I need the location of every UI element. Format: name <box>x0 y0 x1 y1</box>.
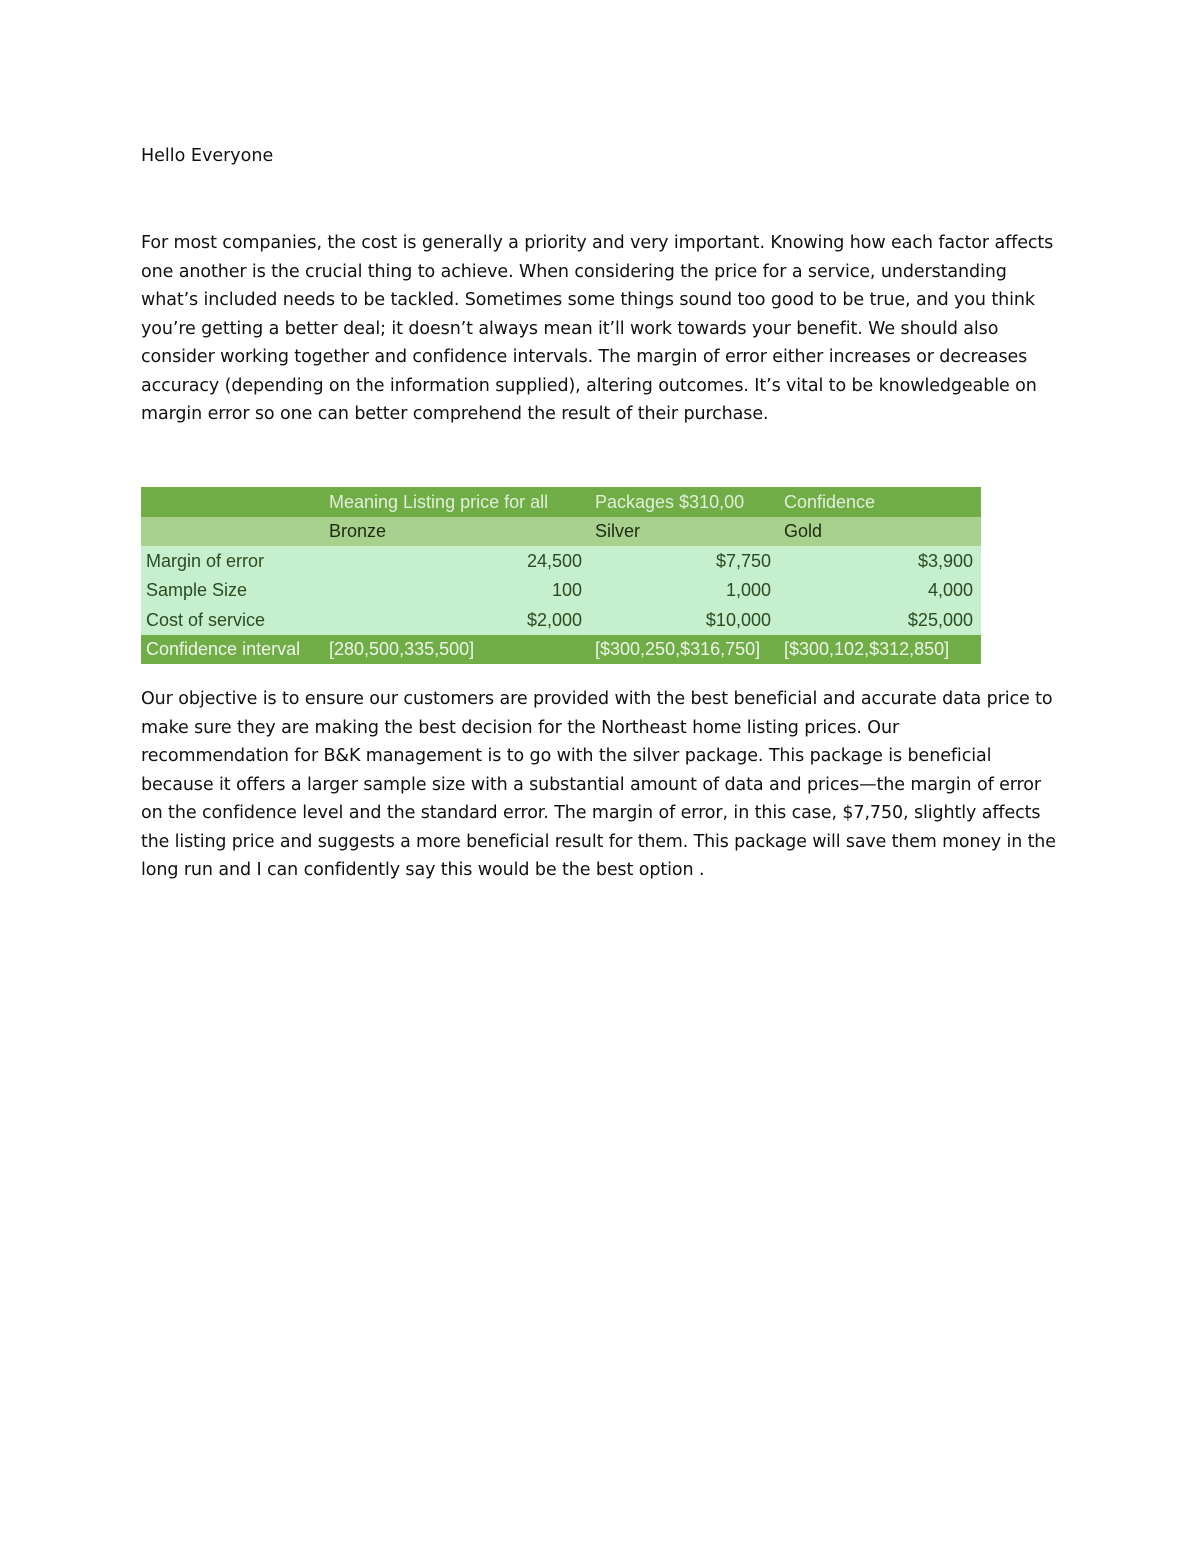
paragraph-line: margin error so one can better comprehend the result of their purchase. <box>141 404 769 424</box>
table-header-cell: Confidence <box>779 487 981 517</box>
table-cell: 4,000 <box>779 576 981 606</box>
table-cell: $10,000 <box>590 605 779 635</box>
table-header-cell: Packages $310,00 <box>590 487 779 517</box>
table-footer-row <box>141 635 981 665</box>
table-cell: 100 <box>324 576 590 606</box>
greeting: Hello Everyone <box>141 146 274 166</box>
table-cell: 1,000 <box>590 576 779 606</box>
table-cell: $7,750 <box>590 546 779 576</box>
table-cell: 24,500 <box>324 546 590 576</box>
row-label: Confidence interval <box>141 635 324 665</box>
paragraph-line: one another is the crucial thing to achieve. When considering the price for a service, understanding <box>141 261 1007 282</box>
paragraph-line: because it offers a larger sample size with a substantial amount of data and prices—the margin of error <box>141 774 1041 795</box>
paragraph-line: accuracy (depending on the information supplied), altering outcomes. It’s vital to be knowledgeable on <box>141 375 1037 396</box>
paragraph-line: Our objective is to ensure our customers are provided with the best beneficial and accurate data price to <box>141 689 1053 709</box>
table-row <box>141 576 981 606</box>
paragraph-line: make sure they are making the best decision for the Northeast home listing prices. Our <box>141 717 900 738</box>
table-cell: [$300,102,$312,850] <box>779 635 981 665</box>
table-header-cell: Meaning Listing price for all <box>324 487 590 517</box>
table-cell: [280,500,335,500] <box>324 635 590 665</box>
table-row <box>141 605 981 635</box>
row-label: Margin of error <box>141 546 324 576</box>
paragraph-line: you’re getting a better deal; it doesn’t always mean it’ll work towards your benefit. We should also <box>141 318 999 339</box>
table-cell: $3,900 <box>779 546 981 576</box>
paragraph-line: on the confidence level and the standard error. The margin of error, in this case, $7,750, slightly affects <box>141 803 1041 823</box>
paragraph-line: what’s included needs to be tackled. Sometimes some things sound too good to be true, and you think <box>141 290 1035 310</box>
row-label: Sample Size <box>141 576 324 606</box>
package-name-gold: Gold <box>779 517 981 547</box>
intro-paragraph <box>141 229 1061 429</box>
conclusion-paragraph <box>141 685 1061 885</box>
table-subheader-row <box>141 517 981 547</box>
table-cell <box>141 517 324 547</box>
paragraph-line: For most companies, the cost is generally a priority and very important. Knowing how each factor affects <box>141 233 1054 253</box>
table-header-row <box>141 487 981 517</box>
paragraph-line: consider working together and confidence intervals. The margin of error either increases or decreases <box>141 347 1028 367</box>
row-label: Cost of service <box>141 605 324 635</box>
table-cell: [$300,250,$316,750] <box>590 635 779 665</box>
paragraph-line: recommendation for B&K management is to go with the silver package. This package is beneficial <box>141 746 992 766</box>
package-comparison-table <box>141 487 981 664</box>
paragraph-line: the listing price and suggests a more beneficial result for them. This package will save them money in the <box>141 831 1056 852</box>
table-cell: $25,000 <box>779 605 981 635</box>
paragraph-line: long run and I can confidently say this would be the best option . <box>141 860 705 880</box>
package-name-bronze: Bronze <box>324 517 590 547</box>
table-cell <box>141 487 324 517</box>
table-row <box>141 546 981 576</box>
package-name-silver: Silver <box>590 517 779 547</box>
table-cell: $2,000 <box>324 605 590 635</box>
